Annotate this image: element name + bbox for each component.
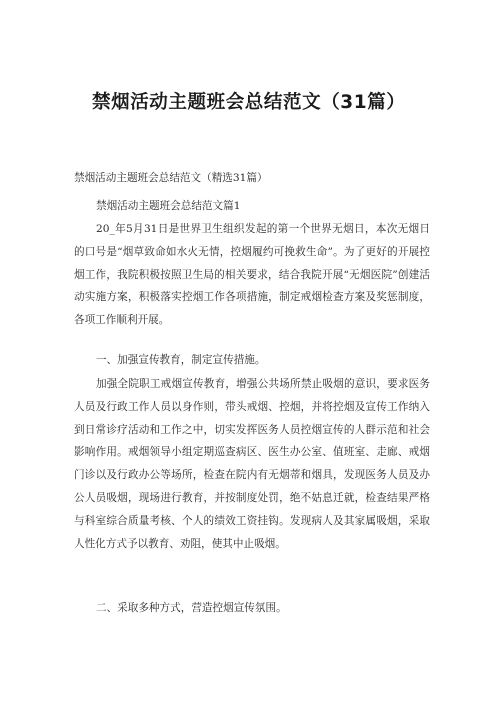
document-title: 禁烟活动主题班会总结范文（31篇） (92, 92, 406, 113)
article-title: 禁烟活动主题班会总结范文篇1 (96, 200, 241, 212)
paragraph-2: 加强全院职工戒烟宣传教育，增强公共场所禁止吸烟的意识，要求医务人员及行政工作人员以身作则，带头戒烟、控烟，并将控烟及宣传工作纳入到日常诊疗活动和工作之中，切实发挥医务人员控烟宣传的人群示范和社会影响作用。戒烟领导小组定期巡查病区、医生办公室、值班室、走廊、戒烟门诊以及行政办公等场所，检查在院内有无烟蒂和烟具，发现医务人员及办公人员吸烟，现场进行教育，并按制度处罚，绝不姑息迁就，检查结果严格与科室综合质量考核、个人的绩效工资挂钩。发现病人及其家属吸烟，采取人性化方式予以教育、劝阻，使其中止吸烟。 (74, 378, 430, 550)
section-heading-2: 二、采取多种方式，营造控烟宣传氛围。 (96, 602, 287, 614)
collection-line: 禁烟活动主题班会总结范文（精选31篇） (74, 172, 268, 184)
paragraph-1: 20_年5月31日是世界卫生组织发起的第一个世界无烟日，本次无烟日的口号是“烟草致命如水火无情，控烟履约可挽救生命”。为了更好的开展控烟工作，我院积极按照卫生局的相关要求，结合我院开展“无烟医院”创建活动实施方案，积极落实控烟工作各项措施，制定戒烟检查方案及奖惩制度，各项工作顺利开展。 (74, 223, 430, 327)
section-heading-1: 一、加强宣传教育，制定宣传措施。 (96, 354, 266, 366)
